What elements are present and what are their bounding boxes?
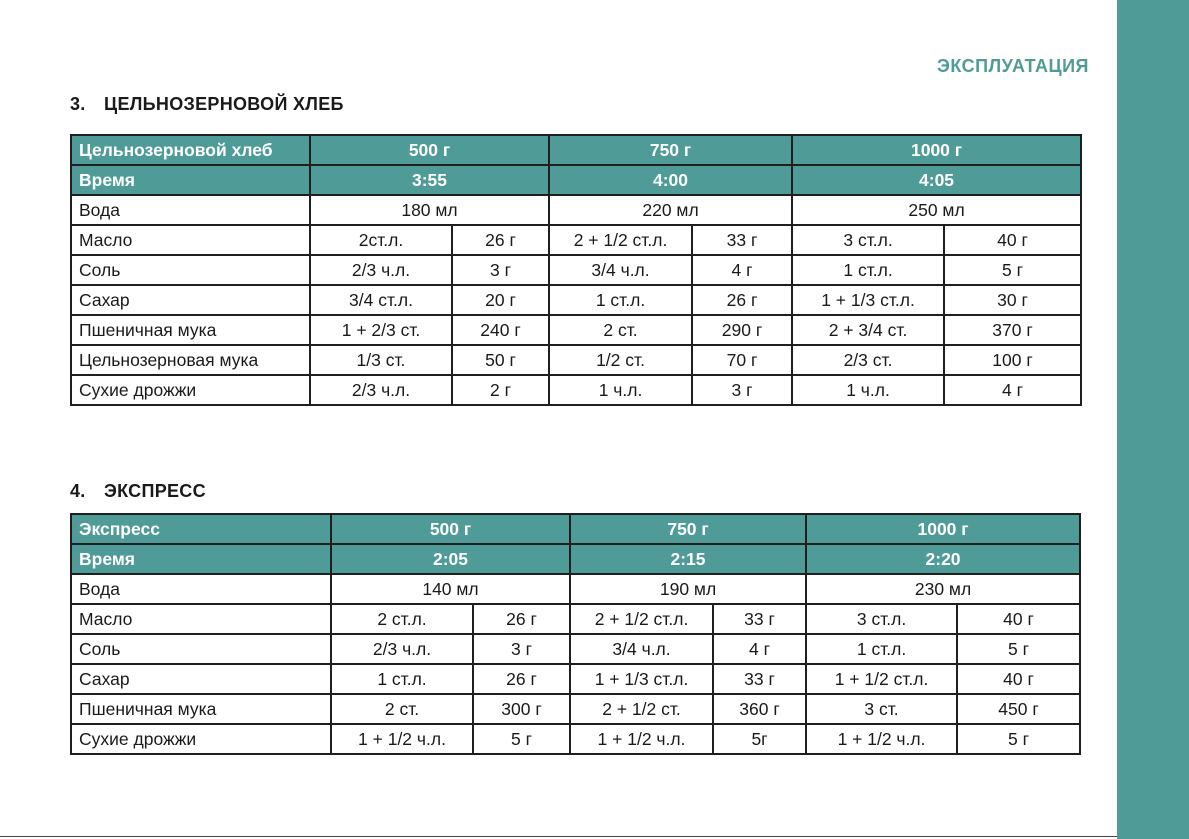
- amount-cell: 4 г: [944, 375, 1081, 405]
- amount-cell: 2ст.л.: [310, 225, 452, 255]
- recipe-3-table: [70, 134, 1082, 406]
- amount-cell: 2/3 ст.: [792, 345, 944, 375]
- time-row: [71, 165, 1081, 195]
- amount-cell: 2 + 1/2 ст.: [570, 694, 713, 724]
- amount-cell: 1 + 1/3 ст.л.: [792, 285, 944, 315]
- amount-cell: 40 г: [944, 225, 1081, 255]
- size-500-header: 500 г: [310, 135, 549, 165]
- recipe-name-cell: Цельнозерновой хлеб: [71, 135, 310, 165]
- recipe-4-heading: [70, 481, 206, 502]
- recipe-4-title: ЭКСПРЕСС: [104, 481, 206, 501]
- amount-cell: 1 + 1/2 ч.л.: [331, 724, 473, 754]
- amount-cell: 1 + 1/2 ч.л.: [570, 724, 713, 754]
- table-row: [71, 225, 1081, 255]
- amount-cell: 26 г: [452, 225, 549, 255]
- recipe-4-table: [70, 513, 1081, 755]
- table-row: [71, 634, 1080, 664]
- side-color-band: [1117, 0, 1189, 839]
- amount-cell: 1 + 1/2 ст.л.: [806, 664, 957, 694]
- amount-cell: 300 г: [473, 694, 570, 724]
- amount-cell: 3 г: [473, 634, 570, 664]
- amount-cell: 50 г: [452, 345, 549, 375]
- amount-cell: 1 ч.л.: [549, 375, 692, 405]
- water-500: 180 мл: [310, 195, 549, 225]
- recipe-3-heading: [70, 94, 344, 115]
- ingredient-label: Масло: [71, 225, 310, 255]
- amount-cell: 370 г: [944, 315, 1081, 345]
- table-row: [71, 315, 1081, 345]
- amount-cell: 3 г: [692, 375, 792, 405]
- water-1000: 250 мл: [792, 195, 1081, 225]
- amount-cell: 2/3 ч.л.: [310, 375, 452, 405]
- ingredient-label: Сахар: [71, 664, 331, 694]
- amount-cell: 26 г: [473, 604, 570, 634]
- amount-cell: 1 + 1/2 ч.л.: [806, 724, 957, 754]
- ingredient-label: Пшеничная мука: [71, 315, 310, 345]
- amount-cell: 2 + 3/4 ст.: [792, 315, 944, 345]
- recipe-3-number: 3.: [70, 94, 86, 114]
- amount-cell: 26 г: [692, 285, 792, 315]
- amount-cell: 2 г: [452, 375, 549, 405]
- table-row: [71, 375, 1081, 405]
- size-1000-header: 1000 г: [806, 514, 1080, 544]
- amount-cell: 2/3 ч.л.: [310, 255, 452, 285]
- time-500: 2:05: [331, 544, 570, 574]
- amount-cell: 2/3 ч.л.: [331, 634, 473, 664]
- time-row: [71, 544, 1080, 574]
- amount-cell: 70 г: [692, 345, 792, 375]
- amount-cell: 3 г: [452, 255, 549, 285]
- amount-cell: 5г: [713, 724, 806, 754]
- time-500: 3:55: [310, 165, 549, 195]
- amount-cell: 2 ст.л.: [331, 604, 473, 634]
- bottom-rule: [0, 836, 1117, 837]
- time-1000: 4:05: [792, 165, 1081, 195]
- amount-cell: 26 г: [473, 664, 570, 694]
- ingredient-label: Пшеничная мука: [71, 694, 331, 724]
- amount-cell: 5 г: [957, 724, 1080, 754]
- table-row: [71, 345, 1081, 375]
- size-500-header: 500 г: [331, 514, 570, 544]
- table-row: [71, 724, 1080, 754]
- water-1000: 230 мл: [806, 574, 1080, 604]
- amount-cell: 20 г: [452, 285, 549, 315]
- amount-cell: 4 г: [692, 255, 792, 285]
- amount-cell: 2 ст.: [549, 315, 692, 345]
- size-750-header: 750 г: [549, 135, 792, 165]
- ingredient-label: Масло: [71, 604, 331, 634]
- amount-cell: 4 г: [713, 634, 806, 664]
- amount-cell: 5 г: [944, 255, 1081, 285]
- water-label: Вода: [71, 195, 310, 225]
- size-750-header: 750 г: [570, 514, 806, 544]
- amount-cell: 3/4 ч.л.: [549, 255, 692, 285]
- section-title: ЭКСПЛУАТАЦИЯ: [937, 56, 1089, 76]
- ingredient-label: Сухие дрожжи: [71, 375, 310, 405]
- amount-cell: 5 г: [473, 724, 570, 754]
- time-750: 2:15: [570, 544, 806, 574]
- ingredient-label: Цельнозерновая мука: [71, 345, 310, 375]
- amount-cell: 3/4 ч.л.: [570, 634, 713, 664]
- time-1000: 2:20: [806, 544, 1080, 574]
- time-label: Время: [71, 165, 310, 195]
- amount-cell: 33 г: [692, 225, 792, 255]
- amount-cell: 3 ст.: [806, 694, 957, 724]
- amount-cell: 1 + 2/3 ст.: [310, 315, 452, 345]
- ingredient-label: Соль: [71, 255, 310, 285]
- amount-cell: 33 г: [713, 664, 806, 694]
- ingredient-label: Сахар: [71, 285, 310, 315]
- water-750: 220 мл: [549, 195, 792, 225]
- time-750: 4:00: [549, 165, 792, 195]
- amount-cell: 100 г: [944, 345, 1081, 375]
- amount-cell: 1 ст.л.: [549, 285, 692, 315]
- table-row: [71, 574, 1080, 604]
- amount-cell: 5 г: [957, 634, 1080, 664]
- recipe-4-number: 4.: [70, 481, 86, 501]
- amount-cell: 1 ст.л.: [792, 255, 944, 285]
- ingredient-label: Сухие дрожжи: [71, 724, 331, 754]
- amount-cell: 2 ст.: [331, 694, 473, 724]
- amount-cell: 240 г: [452, 315, 549, 345]
- amount-cell: 1 ст.л.: [331, 664, 473, 694]
- table-header-row: [71, 135, 1081, 165]
- amount-cell: 1 + 1/3 ст.л.: [570, 664, 713, 694]
- water-750: 190 мл: [570, 574, 806, 604]
- table-row: [71, 694, 1080, 724]
- amount-cell: 40 г: [957, 604, 1080, 634]
- recipe-3-title: ЦЕЛЬНОЗЕРНОВОЙ ХЛЕБ: [104, 94, 344, 114]
- amount-cell: 3 ст.л.: [806, 604, 957, 634]
- amount-cell: 290 г: [692, 315, 792, 345]
- amount-cell: 1/3 ст.: [310, 345, 452, 375]
- amount-cell: 2 + 1/2 ст.л.: [570, 604, 713, 634]
- water-label: Вода: [71, 574, 331, 604]
- water-500: 140 мл: [331, 574, 570, 604]
- table-row: [71, 285, 1081, 315]
- amount-cell: 2 + 1/2 ст.л.: [549, 225, 692, 255]
- amount-cell: 3 ст.л.: [792, 225, 944, 255]
- time-label: Время: [71, 544, 331, 574]
- table-row: [71, 664, 1080, 694]
- amount-cell: 360 г: [713, 694, 806, 724]
- recipe-name-cell: Экспресс: [71, 514, 331, 544]
- amount-cell: 30 г: [944, 285, 1081, 315]
- amount-cell: 33 г: [713, 604, 806, 634]
- amount-cell: 450 г: [957, 694, 1080, 724]
- amount-cell: 1 ч.л.: [792, 375, 944, 405]
- table-row: [71, 604, 1080, 634]
- amount-cell: 1 ст.л.: [806, 634, 957, 664]
- size-1000-header: 1000 г: [792, 135, 1081, 165]
- amount-cell: 40 г: [957, 664, 1080, 694]
- ingredient-label: Соль: [71, 634, 331, 664]
- table-header-row: [71, 514, 1080, 544]
- amount-cell: 1/2 ст.: [549, 345, 692, 375]
- amount-cell: 3/4 ст.л.: [310, 285, 452, 315]
- table-row: [71, 195, 1081, 225]
- table-row: [71, 255, 1081, 285]
